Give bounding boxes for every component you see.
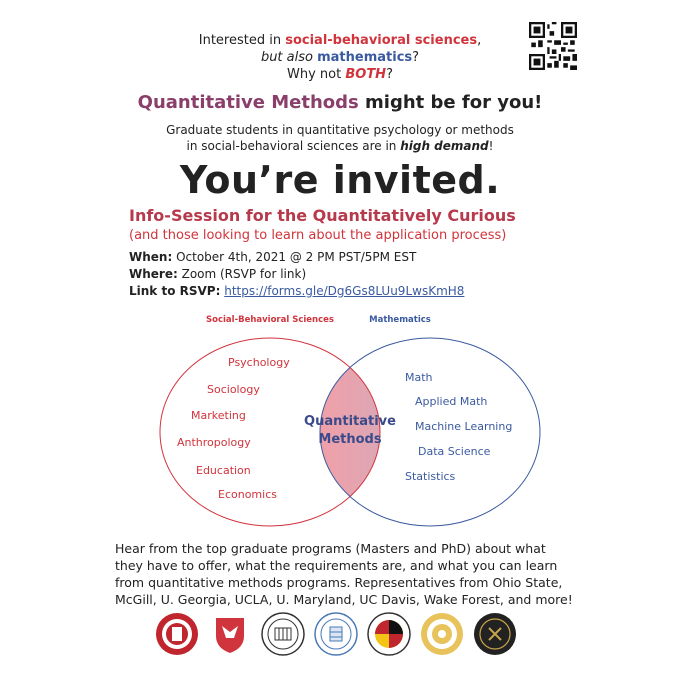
left-item: Marketing — [191, 409, 246, 422]
where-value: Zoom (RSVP for link) — [177, 267, 307, 281]
left-item: Education — [196, 464, 251, 477]
intro-line3-emph: BOTH — [345, 67, 387, 82]
rsvp-link[interactable]: https://forms.gle/Dg6Gs8LUu9LwsKmH8 — [224, 284, 465, 298]
headline-rest: might be for you! — [358, 92, 543, 113]
grad-text — [0, 122, 680, 154]
right-item: Statistics — [405, 470, 456, 483]
body-paragraph: Hear from the top graduate programs (Masters and PhD) about what they have to offer, what the requirements are, and what you can learn from quantitative methods programs. Representatives from Ohio State, McGill, U. Georgia, UCLA, U. Maryland, UC Davis, Wake Forest, and more! — [115, 541, 573, 607]
headline-emph: Quantitative Methods — [137, 92, 359, 113]
session-subtitle: (and those looking to learn about the application process) — [129, 228, 507, 243]
intro-line3-prefix: Why not — [287, 67, 346, 82]
invited-heading: You’re invited. — [179, 158, 501, 202]
intro-line3-suffix: ? — [386, 67, 393, 82]
wake-forest-seal — [473, 612, 517, 656]
session-title-text: Info-Session for the Quantitatively Curious — [129, 206, 516, 225]
qr-code[interactable] — [529, 22, 577, 70]
session-title — [129, 206, 516, 225]
when-value: October 4th, 2021 @ 2 PM PST/5PM EST — [172, 250, 417, 264]
intro-text — [0, 32, 680, 83]
intro-line1-prefix: Interested in — [198, 33, 286, 48]
left-item: Anthropology — [177, 436, 251, 449]
where-label: Where: — [129, 267, 178, 281]
grad-line2-emph: high demand — [400, 139, 489, 153]
grad-line2-suffix: ! — [488, 139, 494, 153]
intro-line1-suffix: , — [477, 33, 482, 48]
right-item: Data Science — [418, 445, 491, 458]
right-item: Applied Math — [415, 395, 488, 408]
center-label-line1: Quantitative — [304, 414, 396, 429]
maryland-seal — [367, 612, 411, 656]
right-item: Machine Learning — [415, 420, 513, 433]
left-item: Sociology — [207, 383, 260, 396]
grad-line1: Graduate students in quantitative psychology or methods — [166, 123, 514, 137]
left-item: Psychology — [228, 356, 290, 369]
uc-davis-seal — [420, 612, 464, 656]
university-seals — [155, 612, 517, 656]
when-label: When: — [129, 250, 173, 264]
detail-rsvp — [129, 284, 464, 298]
left-item: Economics — [218, 488, 277, 501]
venn-diagram — [150, 305, 550, 537]
detail-where — [129, 267, 306, 281]
right-title: Mathematics — [369, 315, 431, 325]
right-item: Math — [405, 371, 433, 384]
ohio-state-seal — [155, 612, 199, 656]
intro-line2-prefix: but also — [260, 50, 318, 65]
intro-line1-emph: social-behavioral sciences — [285, 33, 478, 48]
detail-when — [129, 250, 416, 264]
headline — [0, 92, 680, 113]
ucla-seal — [314, 612, 358, 656]
intro-line2-emph: mathematics — [317, 50, 413, 65]
left-title: Social-Behavioral Sciences — [206, 315, 334, 325]
mcgill-seal — [208, 612, 252, 656]
rsvp-label: Link to RSVP: — [129, 284, 221, 298]
center-label-line2: Methods — [318, 432, 382, 447]
georgia-seal — [261, 612, 305, 656]
intro-line2-suffix: ? — [412, 50, 420, 65]
grad-line2-prefix: in social-behavioral sciences are in — [186, 139, 401, 153]
